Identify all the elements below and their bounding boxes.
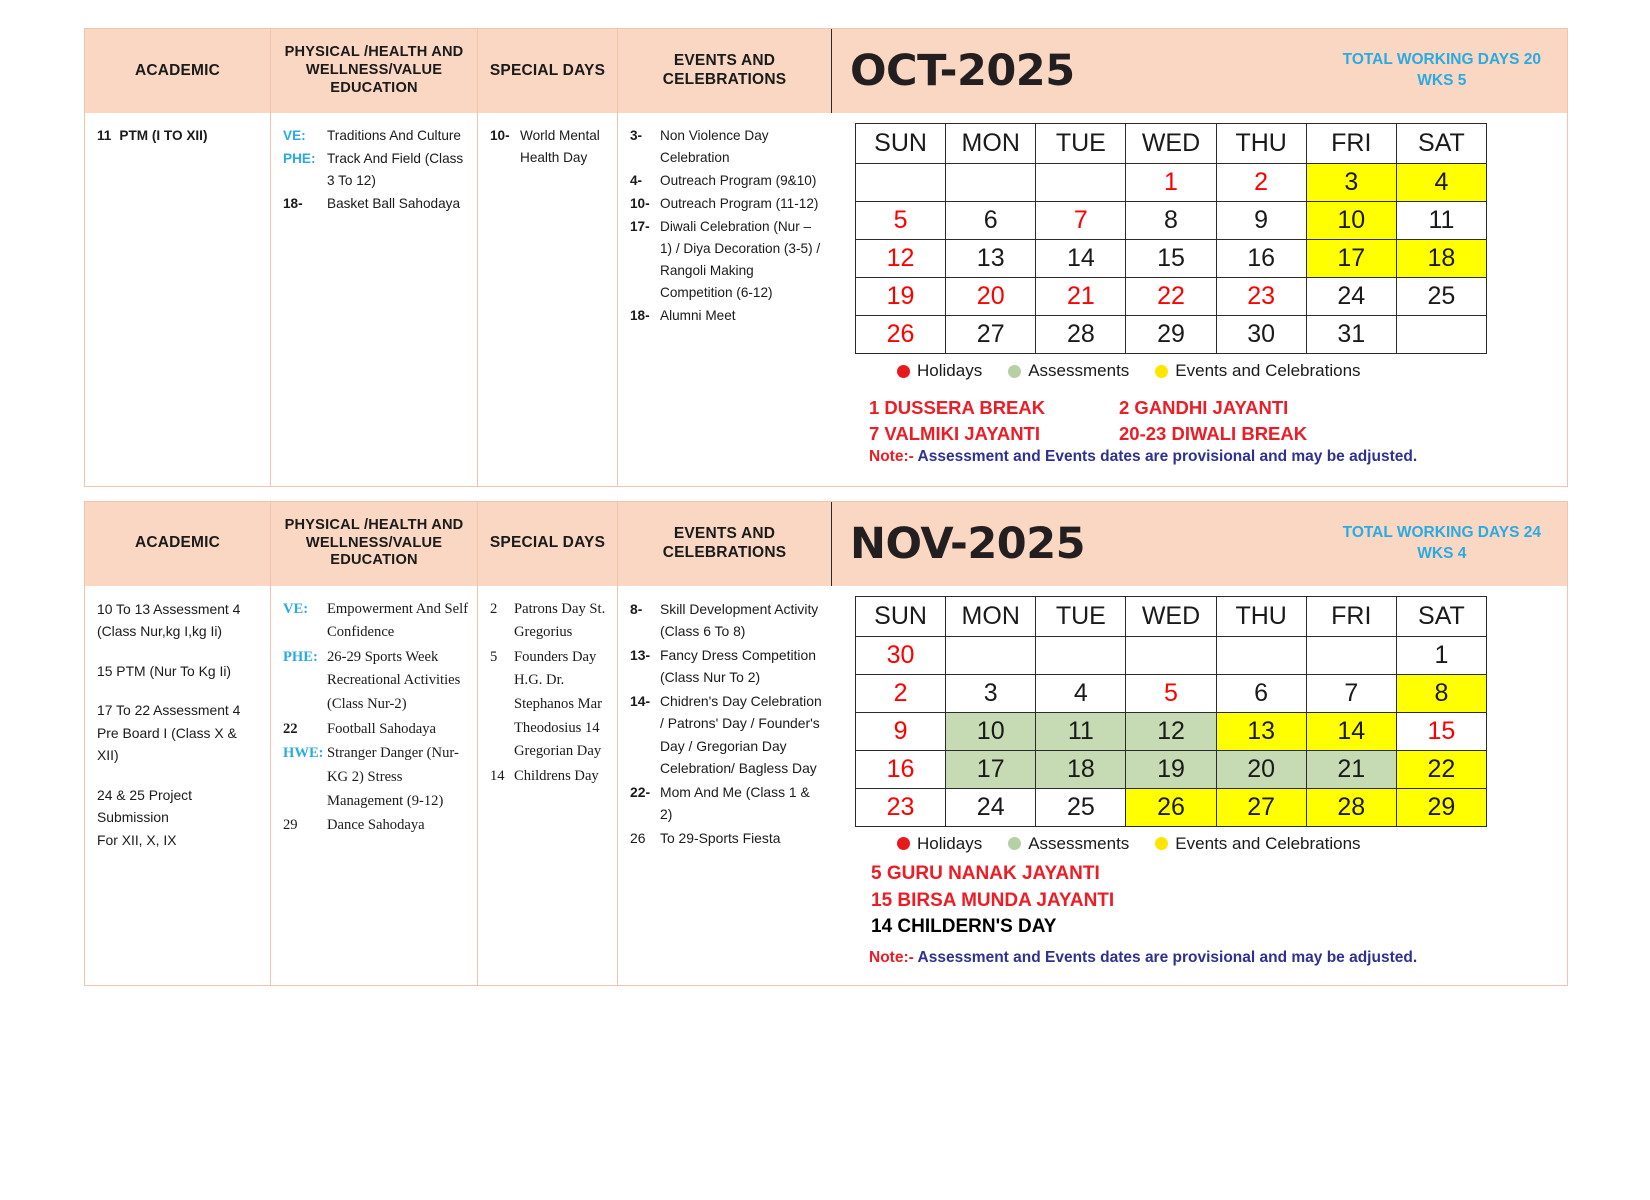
column-body-special-october xyxy=(478,113,617,486)
list-item: 15 PTM (Nur To Kg Ii) xyxy=(97,662,232,679)
list-item xyxy=(97,125,262,147)
calendar-day-cell[interactable]: 18 xyxy=(1036,750,1126,788)
calendar-day-cell[interactable]: 28 xyxy=(1306,788,1396,826)
column-academic-october xyxy=(85,29,271,486)
calendar-empty-cell xyxy=(1036,164,1126,202)
legend-item-events xyxy=(1155,834,1360,854)
entry-text: Traditions And Culture xyxy=(327,128,461,143)
column-header-events: EVENTS AND CELEBRATIONS xyxy=(618,502,831,586)
weekday-tue: TUE xyxy=(1036,124,1126,164)
calendar-day-cell[interactable]: 29 xyxy=(1396,788,1486,826)
weekday-mon: MON xyxy=(946,596,1036,636)
calendar-day-cell[interactable]: 6 xyxy=(1216,674,1306,712)
calendar-day-cell[interactable]: 22 xyxy=(1126,278,1216,316)
column-special-days-november xyxy=(478,502,618,986)
calendar-day-cell[interactable]: 5 xyxy=(1126,674,1216,712)
holiday-entry-black: 14 CHILDERN'S DAY xyxy=(871,916,1057,938)
list-item xyxy=(630,193,823,215)
calendar-day-cell[interactable]: 15 xyxy=(1396,712,1486,750)
list-item xyxy=(490,598,609,645)
entry-text: World Mental Health Day xyxy=(520,128,600,166)
holiday-column-left xyxy=(871,861,1114,942)
calendar-day-cell[interactable]: 26 xyxy=(856,316,946,354)
entry-tag: 26 xyxy=(630,829,646,846)
entry-tag: 2 xyxy=(490,600,498,617)
note-prefix: Note:- xyxy=(869,447,914,465)
calendar-panel-november xyxy=(831,502,1567,986)
calendar-day-cell[interactable]: 4 xyxy=(1396,164,1486,202)
event-dot-icon xyxy=(1155,837,1168,850)
holiday-list-october xyxy=(853,395,1549,448)
entry-tag: 29 xyxy=(283,817,298,834)
entry-tag: 17- xyxy=(630,219,650,235)
holiday-entry: 20-23 DIWALI BREAK xyxy=(1119,423,1308,445)
entry-text: Basket Ball Sahodaya xyxy=(327,196,461,212)
entry-text: Non Violence Day Celebration xyxy=(660,128,769,166)
calendar-day-cell[interactable]: 9 xyxy=(1216,202,1306,240)
weekday-header-row xyxy=(856,124,1487,164)
list-item xyxy=(630,125,823,169)
calendar-week-row xyxy=(856,202,1487,240)
list-item xyxy=(283,814,469,838)
list-item xyxy=(490,125,609,169)
calendar-day-cell[interactable]: 31 xyxy=(1306,316,1396,354)
calendar-day-cell[interactable]: 4 xyxy=(1036,674,1126,712)
provisional-note-october xyxy=(853,448,1549,480)
entry-tag: 14 xyxy=(490,768,505,785)
calendar-day-cell[interactable]: 30 xyxy=(856,636,946,674)
calendar-day-cell[interactable]: 6 xyxy=(946,202,1036,240)
list-item: 17 To 22 Assessment 4 xyxy=(97,702,241,719)
column-body-events-october xyxy=(618,113,831,486)
calendar-week-row xyxy=(856,164,1487,202)
weekday-mon: MON xyxy=(946,124,1036,164)
calendar-week-row xyxy=(856,240,1487,278)
list-item xyxy=(283,742,469,813)
column-body-academic-november xyxy=(85,586,270,986)
weekday-fri: FRI xyxy=(1306,596,1396,636)
list-item xyxy=(283,148,469,192)
entry-tag: VE: xyxy=(283,600,309,617)
calendar-week-row xyxy=(856,788,1487,826)
column-events-october xyxy=(618,29,831,486)
calendar-day-cell[interactable]: 28 xyxy=(1036,316,1126,354)
column-body-special-november xyxy=(478,586,617,986)
entry-text: Mom And Me (Class 1 & 2) xyxy=(660,783,810,823)
calendar-day-cell[interactable]: 24 xyxy=(946,788,1036,826)
column-header-events: EVENTS AND CELEBRATIONS xyxy=(618,29,831,113)
weekday-sun: SUN xyxy=(856,596,946,636)
list-item xyxy=(630,305,823,327)
weekday-thu: THU xyxy=(1216,596,1306,636)
calendar-day-cell[interactable]: 1 xyxy=(1396,636,1486,674)
column-body-phe-november xyxy=(271,586,477,986)
working-days-info xyxy=(1343,523,1551,565)
calendar-day-cell[interactable]: 19 xyxy=(856,278,946,316)
column-header-phe: PHYSICAL /HEALTH AND WELLNESS/VALUE EDUCATION xyxy=(271,29,477,113)
holiday-column-right xyxy=(1119,395,1307,448)
entry-text: Empowerment And Self Confidence xyxy=(327,600,469,641)
entry-text: Founders Day H.G. Dr. Stephanos Mar Theodosius 14 Gregorian Day xyxy=(514,648,602,760)
calendar-grid-october xyxy=(855,123,1487,354)
calendar-day-cell[interactable]: 8 xyxy=(1396,674,1486,712)
entry-text: Patrons Day St. Gregorius xyxy=(514,600,606,641)
calendar-week-row xyxy=(856,278,1487,316)
entry-tag: 8- xyxy=(630,600,643,617)
calendar-empty-cell xyxy=(1306,636,1396,674)
entry-text: Skill Development Activity (Class 6 To 8) xyxy=(660,600,819,640)
calendar-empty-cell xyxy=(1216,636,1306,674)
month-block-november xyxy=(84,501,1568,987)
entry-tag: VE: xyxy=(283,128,306,143)
calendar-day-cell[interactable]: 13 xyxy=(946,240,1036,278)
list-item xyxy=(283,718,469,742)
holiday-dot-icon xyxy=(897,837,910,850)
calendar-day-cell[interactable]: 21 xyxy=(1306,750,1396,788)
calendar-empty-cell xyxy=(1036,636,1126,674)
total-weeks: WKS 4 xyxy=(1417,544,1467,562)
calendar-day-cell[interactable]: 10 xyxy=(1306,202,1396,240)
column-body-events-november xyxy=(618,586,831,986)
column-phe-october xyxy=(271,29,478,486)
month-block-october xyxy=(84,28,1568,487)
calendar-body-october xyxy=(831,113,1567,486)
legend-label: Holidays xyxy=(917,833,983,853)
calendar-day-cell[interactable]: 11 xyxy=(1396,202,1486,240)
calendar-day-cell[interactable]: 23 xyxy=(1216,278,1306,316)
list-item: For XII, X, IX xyxy=(97,831,177,848)
calendar-empty-cell xyxy=(1126,636,1216,674)
entry-tag: 4- xyxy=(630,173,643,189)
calendar-day-cell[interactable]: 12 xyxy=(1126,712,1216,750)
calendar-weeks-november xyxy=(856,636,1487,826)
legend-item-assessments xyxy=(1008,361,1129,381)
calendar-day-cell[interactable]: 27 xyxy=(946,316,1036,354)
entry-tag: PHE: xyxy=(283,648,318,665)
legend-item-holidays xyxy=(897,834,982,854)
column-phe-november xyxy=(271,502,478,986)
spacer xyxy=(97,767,262,784)
legend-item-holidays xyxy=(897,361,982,381)
entry-text: Alumni Meet xyxy=(660,308,736,324)
holiday-dot-icon xyxy=(897,365,910,378)
total-weeks: WKS 5 xyxy=(1417,72,1467,89)
column-header-phe: PHYSICAL /HEALTH AND WELLNESS/VALUE EDUCATION xyxy=(271,502,477,586)
calendar-day-cell[interactable]: 27 xyxy=(1216,788,1306,826)
calendar-day-cell[interactable]: 11 xyxy=(1036,712,1126,750)
calendar-week-row xyxy=(856,636,1487,674)
calendar-day-cell[interactable]: 30 xyxy=(1216,316,1306,354)
calendar-day-cell[interactable]: 25 xyxy=(1036,788,1126,826)
calendar-day-cell[interactable]: 18 xyxy=(1396,240,1486,278)
entry-text: 26-29 Sports Week Recreational Activities (Class Nur-2) xyxy=(327,648,461,713)
holiday-entry: 5 GURU NANAK JAYANTI xyxy=(871,862,1100,884)
column-events-november xyxy=(618,502,831,986)
entry-tag: 13- xyxy=(630,646,651,663)
list-item: 24 & 25 Project xyxy=(97,786,192,803)
list-item: (Class Nur,kg I,kg Ii) xyxy=(97,623,223,640)
note-text: Assessment and Events dates are provisional and may be adjusted. xyxy=(913,949,1418,967)
event-dot-icon xyxy=(1155,365,1168,378)
entry-tag: 10- xyxy=(630,196,650,212)
calendar-day-cell[interactable]: 3 xyxy=(1306,164,1396,202)
legend-item-assessments xyxy=(1008,834,1129,854)
column-academic-november xyxy=(85,502,271,986)
calendar-day-cell[interactable]: 5 xyxy=(856,202,946,240)
weekday-sat: SAT xyxy=(1396,124,1486,164)
list-item: Submission xyxy=(97,809,169,826)
calendar-header-november xyxy=(831,502,1567,586)
list-item xyxy=(630,216,823,304)
column-header-academic: ACADEMIC xyxy=(85,502,270,586)
calendar-day-cell[interactable]: 2 xyxy=(1216,164,1306,202)
weekday-thu: THU xyxy=(1216,124,1306,164)
calendar-day-cell[interactable]: 19 xyxy=(1126,750,1216,788)
info-columns-october xyxy=(85,29,831,486)
calendar-day-cell[interactable]: 23 xyxy=(856,788,946,826)
provisional-note-november xyxy=(853,949,1549,979)
calendar-day-cell[interactable]: 15 xyxy=(1126,240,1216,278)
calendar-empty-cell xyxy=(946,164,1036,202)
calendar-day-cell[interactable]: 8 xyxy=(1126,202,1216,240)
list-item xyxy=(490,646,609,764)
calendar-day-cell[interactable]: 20 xyxy=(1216,750,1306,788)
entry-tag: 22 xyxy=(283,720,298,737)
holiday-entry: 15 BIRSA MUNDA JAYANTI xyxy=(871,889,1115,911)
calendar-day-cell[interactable]: 22 xyxy=(1396,750,1486,788)
list-item xyxy=(630,598,823,643)
calendar-day-cell[interactable]: 20 xyxy=(946,278,1036,316)
entry-text: Chidren's Day Celebration / Patrons' Day / Founder's Day / Gregorian Day Celebration/ Bagless Day xyxy=(660,692,822,777)
holiday-entry: 1 DUSSERA BREAK xyxy=(869,397,1046,418)
calendar-day-cell[interactable]: 1 xyxy=(1126,164,1216,202)
calendar-week-row xyxy=(856,750,1487,788)
total-working-days: TOTAL WORKING DAYS 24 xyxy=(1342,523,1541,541)
calendar-empty-cell xyxy=(1396,316,1486,354)
entry-text: Outreach Program (11-12) xyxy=(660,196,819,212)
entry-text: Childrens Day xyxy=(514,768,599,785)
list-item xyxy=(283,646,469,717)
calendar-day-cell[interactable]: 17 xyxy=(946,750,1036,788)
calendar-day-cell[interactable]: 7 xyxy=(1306,674,1396,712)
list-item xyxy=(490,765,609,789)
list-item xyxy=(630,781,823,826)
list-item xyxy=(630,827,823,850)
legend-label: Assessments xyxy=(1028,833,1130,853)
list-item: XII) xyxy=(97,747,119,764)
entry-text: Dance Sahodaya xyxy=(327,817,425,834)
entry-text: Stranger Danger (Nur-KG 2) Stress Management (9-12) xyxy=(327,745,459,809)
calendar-day-cell[interactable]: 14 xyxy=(1036,240,1126,278)
list-item xyxy=(630,170,823,192)
calendar-day-cell[interactable]: 12 xyxy=(856,240,946,278)
info-columns-november xyxy=(85,502,831,986)
legend-october xyxy=(853,354,1549,381)
calendar-body-november xyxy=(831,586,1567,986)
entry-text: Outreach Program (9&10) xyxy=(660,173,817,189)
weekday-sat: SAT xyxy=(1396,596,1486,636)
calendar-day-cell[interactable]: 3 xyxy=(946,674,1036,712)
entry-tag: 3- xyxy=(630,128,643,143)
list-item: Pre Board I (Class X & xyxy=(97,724,237,741)
calendar-day-cell[interactable]: 2 xyxy=(856,674,946,712)
list-item xyxy=(283,125,469,147)
calendar-day-cell[interactable]: 26 xyxy=(1126,788,1216,826)
entry-tag: 11 xyxy=(97,128,112,143)
calendar-panel-october xyxy=(831,29,1567,486)
assessment-dot-icon xyxy=(1008,365,1021,378)
calendar-week-row xyxy=(856,674,1487,712)
calendar-weeks-october xyxy=(856,164,1487,354)
holiday-list-november xyxy=(853,861,1549,942)
calendar-day-cell[interactable]: 9 xyxy=(856,712,946,750)
calendar-day-cell[interactable]: 7 xyxy=(1036,202,1126,240)
calendar-empty-cell xyxy=(946,636,1036,674)
column-body-phe-october xyxy=(271,113,477,486)
weekday-tue: TUE xyxy=(1036,596,1126,636)
holiday-entry: 2 GANDHI JAYANTI xyxy=(1119,397,1289,418)
column-header-special-days: SPECIAL DAYS xyxy=(478,29,617,113)
note-text: Assessment and Events dates are provisional and may be adjusted. xyxy=(913,447,1418,465)
note-prefix: Note:- xyxy=(869,949,914,967)
weekday-fri: FRI xyxy=(1306,124,1396,164)
calendar-week-row xyxy=(856,316,1487,354)
legend-label: Events and Celebrations xyxy=(1175,361,1361,380)
spacer xyxy=(97,643,262,660)
entry-tag: HWE: xyxy=(283,745,324,762)
spacer xyxy=(97,682,262,699)
weekday-wed: WED xyxy=(1126,124,1216,164)
calendar-day-cell[interactable]: 16 xyxy=(856,750,946,788)
legend-label: Holidays xyxy=(917,361,983,380)
legend-label: Events and Celebrations xyxy=(1175,833,1361,853)
assessment-dot-icon xyxy=(1008,837,1021,850)
list-item xyxy=(630,644,823,689)
column-header-special-days: SPECIAL DAYS xyxy=(478,502,617,586)
weekday-sun: SUN xyxy=(856,124,946,164)
holiday-column-left xyxy=(869,395,1119,448)
calendar-day-cell[interactable]: 17 xyxy=(1306,240,1396,278)
entry-tag: 10- xyxy=(490,128,510,143)
entry-tag: 22- xyxy=(630,783,651,800)
weekday-header-row xyxy=(856,596,1487,636)
column-special-days-october xyxy=(478,29,618,486)
entry-text: Football Sahodaya xyxy=(327,720,437,737)
calendar-empty-cell xyxy=(856,164,946,202)
total-working-days: TOTAL WORKING DAYS 20 xyxy=(1342,51,1541,69)
calendar-day-cell[interactable]: 25 xyxy=(1396,278,1486,316)
entry-text: Track And Field (Class 3 To 12) xyxy=(327,151,464,189)
calendar-day-cell[interactable]: 29 xyxy=(1126,316,1216,354)
calendar-day-cell[interactable]: 13 xyxy=(1216,712,1306,750)
holiday-entry: 7 VALMIKI JAYANTI xyxy=(869,423,1040,445)
month-title: NOV-2025 xyxy=(850,518,1086,569)
entry-tag: PHE: xyxy=(283,151,316,167)
list-item xyxy=(283,193,469,215)
calendar-week-row xyxy=(856,712,1487,750)
entry-text: PTM (I TO XII) xyxy=(119,128,208,143)
month-title: OCT-2025 xyxy=(850,46,1075,96)
calendar-grid-november xyxy=(855,596,1487,827)
entry-tag: 5 xyxy=(490,648,498,665)
weekday-wed: WED xyxy=(1126,596,1216,636)
entry-text: Diwali Celebration (Nur – 1) / Diya Decoration (3-5) / Rangoli Making Competition (6-12) xyxy=(660,219,821,301)
calendar-header-october xyxy=(831,29,1567,113)
calendar-day-cell[interactable]: 10 xyxy=(946,712,1036,750)
legend-label: Assessments xyxy=(1028,361,1130,380)
working-days-info xyxy=(1343,50,1551,92)
calendar-day-cell[interactable]: 16 xyxy=(1216,240,1306,278)
entry-text: To 29-Sports Fiesta xyxy=(660,829,781,846)
list-item xyxy=(630,690,823,780)
list-item xyxy=(283,598,469,645)
entry-text: Fancy Dress Competition (Class Nur To 2) xyxy=(660,646,816,686)
calendar-day-cell[interactable]: 14 xyxy=(1306,712,1396,750)
column-header-academic: ACADEMIC xyxy=(85,29,270,113)
legend-item-events xyxy=(1155,361,1360,381)
legend-november xyxy=(853,827,1549,854)
calendar-day-cell[interactable]: 24 xyxy=(1306,278,1396,316)
column-body-academic-october xyxy=(85,113,270,486)
entry-tag: 14- xyxy=(630,692,651,709)
entry-tag: 18- xyxy=(283,196,303,212)
entry-tag: 18- xyxy=(630,308,650,324)
calendar-day-cell[interactable]: 21 xyxy=(1036,278,1126,316)
list-item: 10 To 13 Assessment 4 xyxy=(97,600,241,617)
